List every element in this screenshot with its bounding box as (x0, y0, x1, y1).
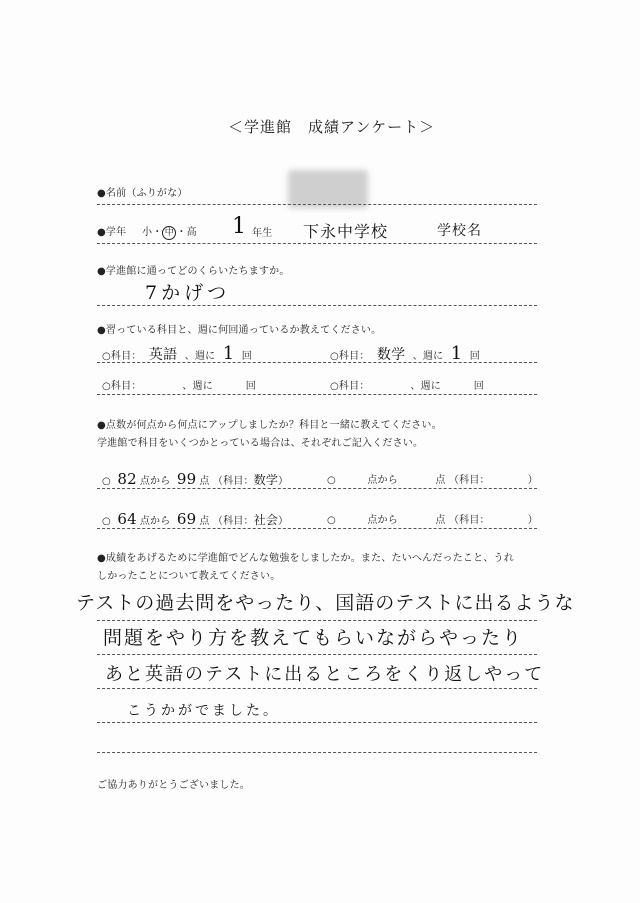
study-line-2 (97, 654, 537, 655)
score-row-2-right: ○ 点から 点 （科目： ） (327, 515, 538, 526)
name-line (97, 204, 537, 205)
subjects-line-2 (97, 394, 537, 395)
subject-value: 英語 (148, 347, 178, 363)
grade-middle-circled: 中 (162, 226, 176, 240)
study-question-line-2: しかったことについて教えてください。 (97, 571, 281, 582)
score-to: 99 (176, 470, 197, 488)
scores-line-1 (97, 488, 537, 489)
study-question-line-1: ●成績をあげるために学進館でどんな勉強をしましたか。また、たいへんだったこと、うれ (97, 553, 514, 564)
scores-question: ●点数が何点から何点にアップしましたか？科目と一緒に教えてください。 (97, 420, 442, 431)
duration-line (97, 305, 537, 306)
grade-high: ・高 (176, 227, 197, 238)
study-line-5 (97, 752, 537, 753)
score-row-1-left: ○ 82 点から 99 点 （科目：数学） (102, 470, 289, 488)
subject-row-2-left: ○科目： 、週に 回 (102, 381, 256, 392)
subject-row-1-left: ○科目： 英語 、週に 1 回 (102, 343, 252, 364)
footer-thanks: ご協力ありがとうございました。 (97, 780, 250, 791)
grade-options (142, 223, 197, 240)
study-answer-line-3: あと英語のテストに出るところをくり返しやって (105, 664, 545, 685)
score-row-1-right: ○ 点から 点 （科目： ） (327, 475, 538, 486)
school-name: 下永中学校 (303, 222, 389, 241)
subjects-line-1 (97, 362, 537, 363)
page-title: ＜学進館 成績アンケート＞ (228, 118, 436, 136)
subject-row-1-right: ○科目： 数学 、週に 1 回 (330, 343, 480, 364)
grade-label: ●学年 (97, 227, 127, 238)
score-from: 82 (117, 470, 137, 488)
weekly-count: 1 (450, 343, 463, 364)
score-from: 64 (117, 510, 137, 528)
score-subject: 数学 (253, 473, 279, 487)
study-answer-line-4: こうかがでました。 (127, 703, 280, 719)
duration-answer: 7かげつ (145, 282, 231, 304)
duration-question: ●学進館に通ってどのくらいたちますか。 (97, 266, 290, 277)
score-subject: 社会 (253, 513, 279, 527)
subject-value: 数学 (376, 347, 406, 363)
grade-small: 小・ (142, 227, 163, 238)
subjects-question: ●習っている科目と、週に何回通っているか教えてください。 (97, 325, 382, 336)
name-label: ●名前（ふりがな） (97, 188, 188, 199)
score-to: 69 (176, 510, 197, 528)
grade-year-value: 1 (232, 214, 249, 239)
grade-line (97, 243, 537, 244)
study-line-1 (97, 620, 537, 621)
score-row-2-left: ○ 64 点から 69 点 （科目：社会） (102, 510, 289, 528)
grade-suffix: 年生 (252, 228, 273, 239)
study-line-4 (97, 722, 537, 723)
scores-line-2 (97, 528, 537, 529)
study-answer-line-1: テストの過去問をやったり、国語のテストに出るような (76, 592, 575, 614)
weekly-count: 1 (222, 343, 235, 364)
redacted-name-image (288, 170, 368, 208)
school-label: 学校名 (437, 223, 482, 239)
scores-note: 学進館で科目をいくつかとっている場合は、それぞれご記入ください。 (97, 438, 424, 449)
study-line-3 (97, 688, 537, 689)
study-answer-line-2: 問題をやり方を教えてもらいながらやったり (103, 627, 524, 649)
subject-row-2-right: ○科目： 、週に 回 (330, 381, 484, 392)
